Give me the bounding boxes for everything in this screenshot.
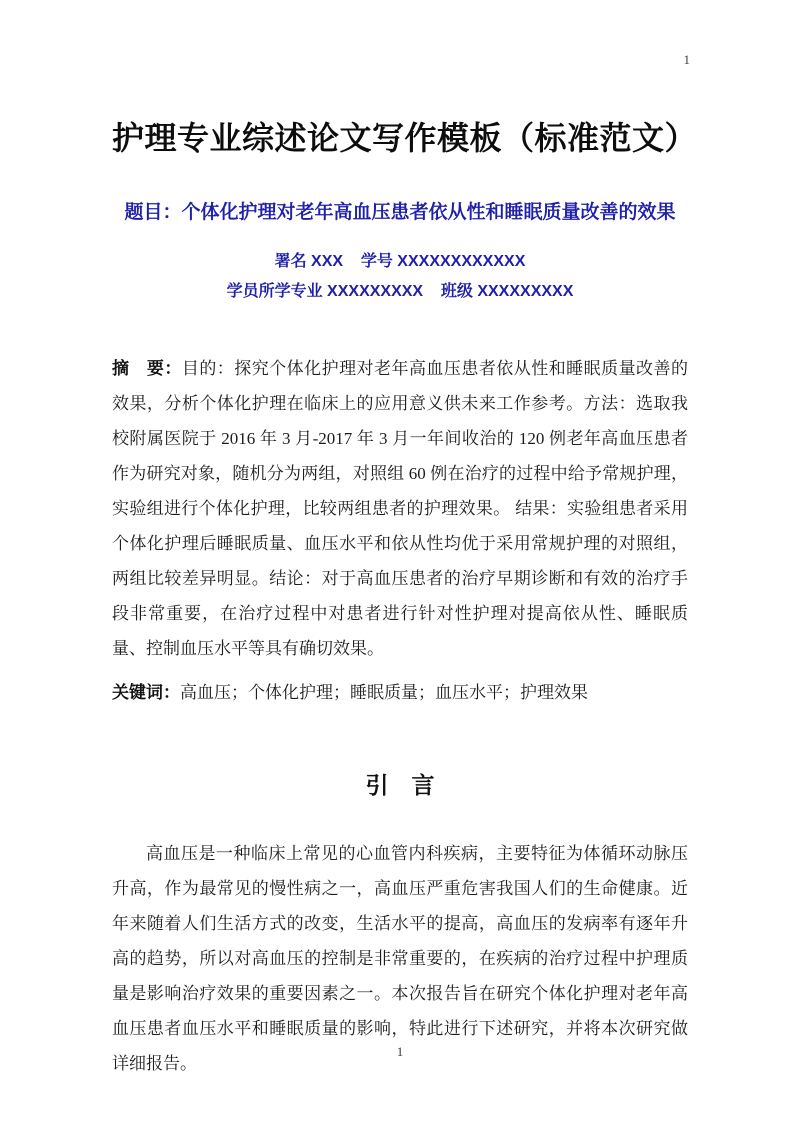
major-class-line: 学员所学专业 XXXXXXXXX 班级 XXXXXXXXX bbox=[226, 283, 574, 300]
footer-page-number: 1 bbox=[396, 1044, 404, 1059]
header-page-number: 1 bbox=[683, 52, 690, 67]
introduction-paragraph: 高血压是一种临床上常见的心血管内科疾病，主要特征为体循环动脉压升高，作为最常见的慢性病之一，高血压严重危害我国人们的生命健康。近年来随着人们生活方式的改变，生活水平的提高，高血压的发病率有逐年升高的趋势，所以对高血压的控制是非常重要的，在疾病的治疗过程中护理质量是影响治疗效果的重要因素之一。本次报告旨在研究个体化护理对老年高血压患者血压水平和睡眠质量的影响，特此进行下述研究，并将本次研究做详细报告。 bbox=[112, 844, 688, 1073]
keywords-label: 关键词： bbox=[112, 683, 180, 702]
document-title: 护理专业综述论文写作模板（标准范文） bbox=[112, 120, 698, 156]
abstract-paragraph bbox=[112, 351, 688, 666]
paper-topic-line: 题目：个体化护理对老年高血压患者依从性和睡眠质量改善的效果 bbox=[124, 202, 676, 223]
keywords-text: 高血压；个体化护理；睡眠质量；血压水平；护理效果 bbox=[180, 683, 588, 702]
keywords-line bbox=[112, 678, 688, 708]
author-student-id-line: 署名 XXX 学号 XXXXXXXXXXXX bbox=[274, 253, 526, 270]
section-heading-introduction: 引 言 bbox=[365, 772, 435, 798]
abstract-text: 目的：探究个体化护理对老年高血压患者依从性和睡眠质量改善的效果，分析个体化护理在临床上的应用意义供未来工作参考。方法：选取我校附属医院于 2016 年 3 月-2017 年 3 月一年间收治的 120 例老年高血压患者作为研究对象，随机分为两组，对照组 60 例在治疗的过程中给予常规护理，实验组进行个体化护理，比较两组患者的护理效果。 结果：实验组患者采用个体化护理后睡眠质量、血压水平和依从性均优于采用常规护理的对照组，两组比较差异明显。结论：对于高血压患者的治疗早期诊断和有效的治疗手段非常重要，在治疗过程中对患者进行针对性护理对提高依从性、睡眠质量、控制血压水平等具有确切效果。 bbox=[112, 359, 688, 658]
abstract-label: 摘 要： bbox=[112, 359, 182, 378]
